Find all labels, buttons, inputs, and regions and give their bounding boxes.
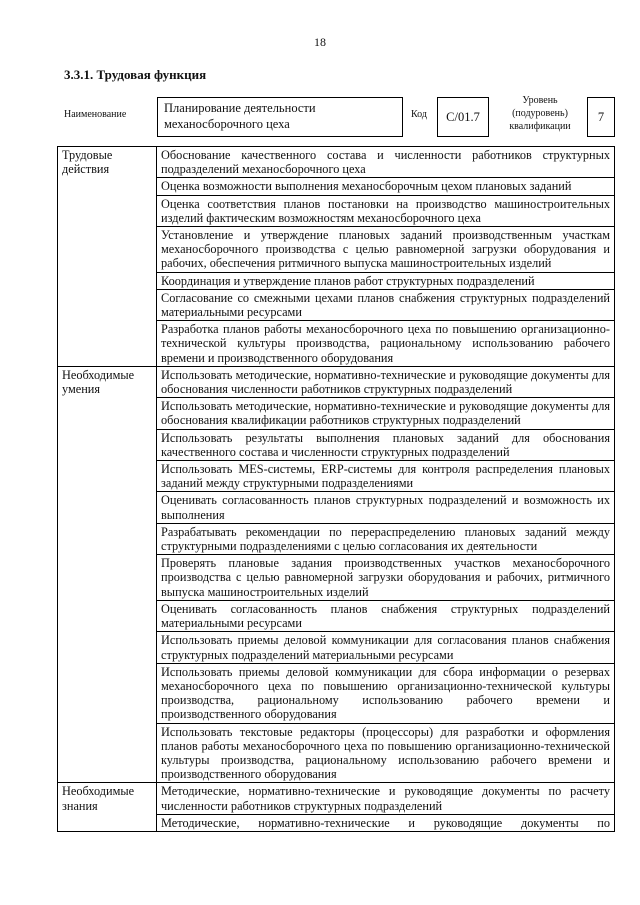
qualification-level-label: Уровень (подуровень) квалификации xyxy=(509,95,571,132)
labor-action-item: Согласование со смежными цехами планов снабжения структурных подразделений материальными ресурсами xyxy=(157,289,615,320)
skills-label: Необходимые умения xyxy=(58,366,157,782)
labor-action-item: Установление и утверждение плановых заданий производственным участкам механосборочного производства с целью равномерной загрузки оборудования и рабочих, обеспечения ритмичного выпуска машиностроительных изделий xyxy=(157,227,615,273)
skill-item: Использовать методические, нормативно-технические и руководящие документы для обоснования численности работников структурных подразделений xyxy=(157,366,615,397)
code-label: Код xyxy=(411,109,427,120)
function-table xyxy=(57,146,615,832)
knowledge-item: Методические, нормативно-технические и руководящие документы по xyxy=(157,814,615,831)
knowledge-label: Необходимые знания xyxy=(58,783,157,832)
code-value-box: C/01.7 xyxy=(437,97,489,137)
function-name-box: Планирование деятельности механосборочного цеха xyxy=(157,97,403,137)
skill-item: Проверять плановые задания производственных участков механосборочного производства с целью равномерной загрузки оборудования и рабочих, ритмичного выпуска машиностроительных изделий xyxy=(157,555,615,601)
skill-item: Использовать текстовые редакторы (процессоры) для разработки и оформления планов работы механосборочного цеха по повышению организационно-технической культуры производства, рациональному использованию рабочего времени и производственного оборудования xyxy=(157,723,615,783)
skill-item: Использовать результаты выполнения плановых заданий для обоснования качественного состава и численности структурных подразделений xyxy=(157,429,615,460)
skill-item: Разрабатывать рекомендации по перераспределению плановых заданий между структурными подразделениями с целью согласования их деятельности xyxy=(157,523,615,554)
table-row xyxy=(58,783,615,814)
skill-item: Оценивать согласованность планов снабжения структурных подразделений материальными ресурсами xyxy=(157,600,615,631)
skill-item: Использовать приемы деловой коммуникации для сбора информации о резервах механосборочного цеха по повышению организационно-технической культуры производства, рациональному использованию рабочего времени и производственного оборудования xyxy=(157,663,615,723)
labor-action-item: Оценка возможности выполнения механосборочным цехом плановых заданий xyxy=(157,178,615,195)
name-label: Наименование xyxy=(64,109,127,120)
skill-item: Использовать MES-системы, ERP-системы для контроля распределения плановых заданий между структурными подразделениями xyxy=(157,461,615,492)
skill-item: Использовать методические, нормативно-технические и руководящие документы для обоснования квалификации работников структурных подразделений xyxy=(157,398,615,429)
skill-item: Использовать приемы деловой коммуникации для согласования планов снабжения структурных подразделений материальными ресурсами xyxy=(157,632,615,663)
knowledge-item: Методические, нормативно-технические и руководящие документы по расчету численности работников структурных подразделений xyxy=(157,783,615,814)
labor-action-item: Разработка планов работы механосборочного цеха по повышению организационно-технической культуры производства, рациональному использованию рабочего времени и производственного оборудования xyxy=(157,321,615,367)
labor-action-item: Оценка соответствия планов постановки на производство машиностроительных изделий фактическим возможностям механосборочного цеха xyxy=(157,195,615,226)
table-row xyxy=(58,366,615,397)
labor-action-item: Координация и утверждение планов работ структурных подразделений xyxy=(157,272,615,289)
table-row xyxy=(58,147,615,178)
section-title: 3.3.1. Трудовая функция xyxy=(64,67,207,82)
skill-item: Оценивать согласованность планов структурных подразделений и возможность их выполнения xyxy=(157,492,615,523)
page-number: 18 xyxy=(314,35,326,49)
qualification-level-box: 7 xyxy=(587,97,615,137)
labor-actions-label: Трудовые действия xyxy=(58,147,157,367)
labor-action-item: Обоснование качественного состава и численности работников структурных подразделений механосборочного цеха xyxy=(157,147,615,178)
